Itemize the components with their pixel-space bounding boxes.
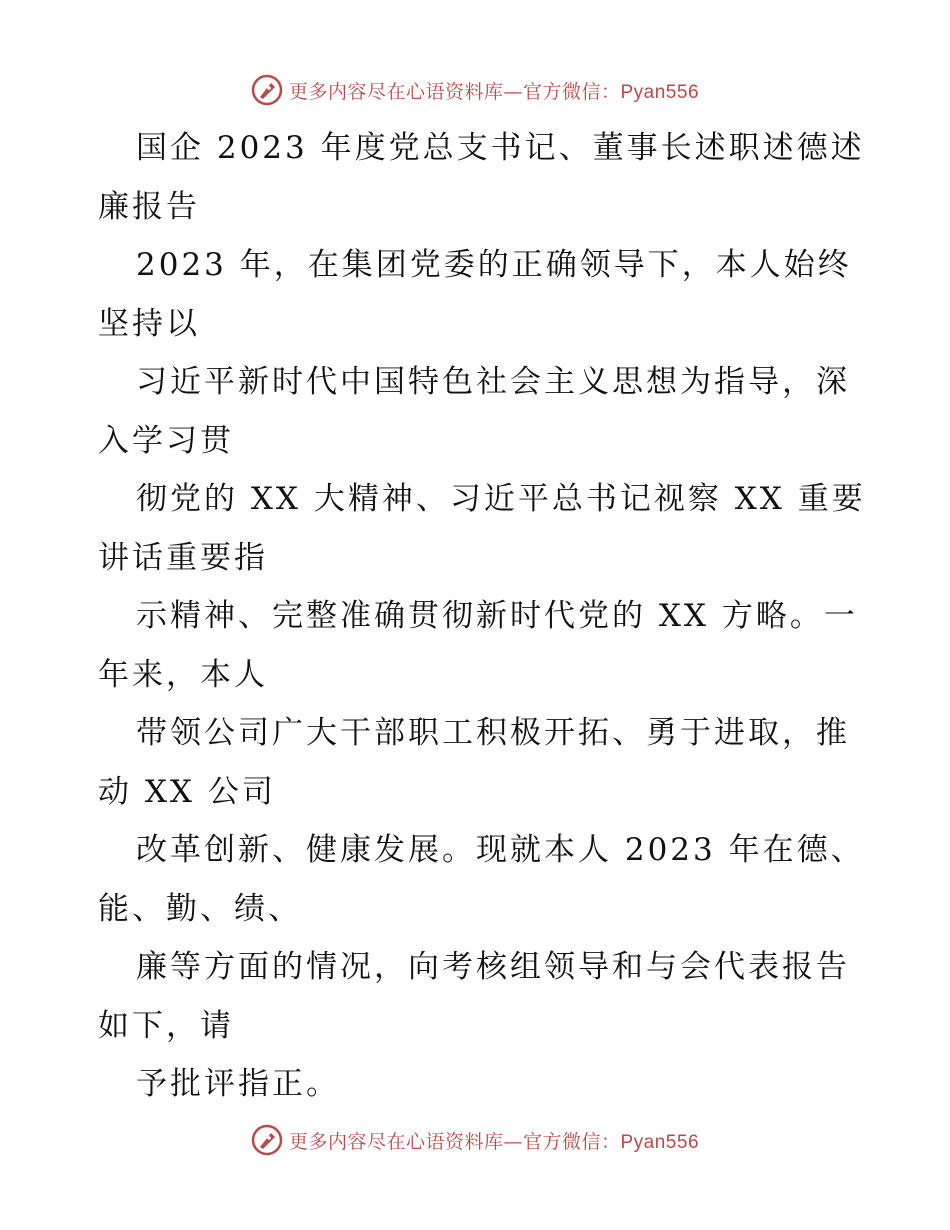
paragraph-line: 廉等方面的情况，向考核组领导和与会代表报告 — [136, 949, 850, 985]
paragraph-line: 坚持以 — [98, 306, 200, 342]
paragraph-line: 如下，请 — [98, 1008, 234, 1044]
paragraph-line: 能、勤、绩、 — [98, 891, 302, 927]
paragraph-line: 动 XX 公司 — [98, 774, 276, 810]
paragraph-line: 习近平新时代中国特色社会主义思想为指导，深 — [136, 364, 850, 400]
footer-banner — [0, 1120, 950, 1160]
pen-nib-logo-icon — [251, 1124, 283, 1156]
banner-wechat-id: Pyan556 — [620, 81, 700, 103]
banner-wechat-id: Pyan556 — [620, 1131, 700, 1153]
banner-text-cn: 更多内容尽在心语资料库—官方微信： — [288, 80, 621, 103]
paragraph-line: 2023 年，在集团党委的正确领导下，本人始终 — [136, 247, 852, 283]
title-line-1: 国企 2023 年度党总支书记、董事长述职述德述 — [136, 130, 865, 166]
paragraph-line: 讲话重要指 — [98, 540, 268, 576]
title-line-2: 廉报告 — [98, 189, 200, 225]
paragraph-line: 予批评指正。 — [136, 1066, 340, 1102]
paragraph-line: 改革创新、健康发展。现就本人 2023 年在德、 — [136, 832, 865, 868]
paragraph-line: 彻党的 XX 大精神、习近平总书记视察 XX 重要 — [136, 481, 866, 517]
paragraph-line: 入学习贯 — [98, 423, 234, 459]
paragraph-line: 年来，本人 — [98, 657, 268, 693]
paragraph-line: 示精神、完整准确贯彻新时代党的 XX 方略。一 — [136, 598, 858, 634]
paragraph-line: 带领公司广大干部职工积极开拓、勇于进取，推 — [136, 715, 850, 751]
banner-text — [289, 1127, 699, 1154]
banner-text-cn: 更多内容尽在心语资料库—官方微信： — [288, 1130, 621, 1153]
